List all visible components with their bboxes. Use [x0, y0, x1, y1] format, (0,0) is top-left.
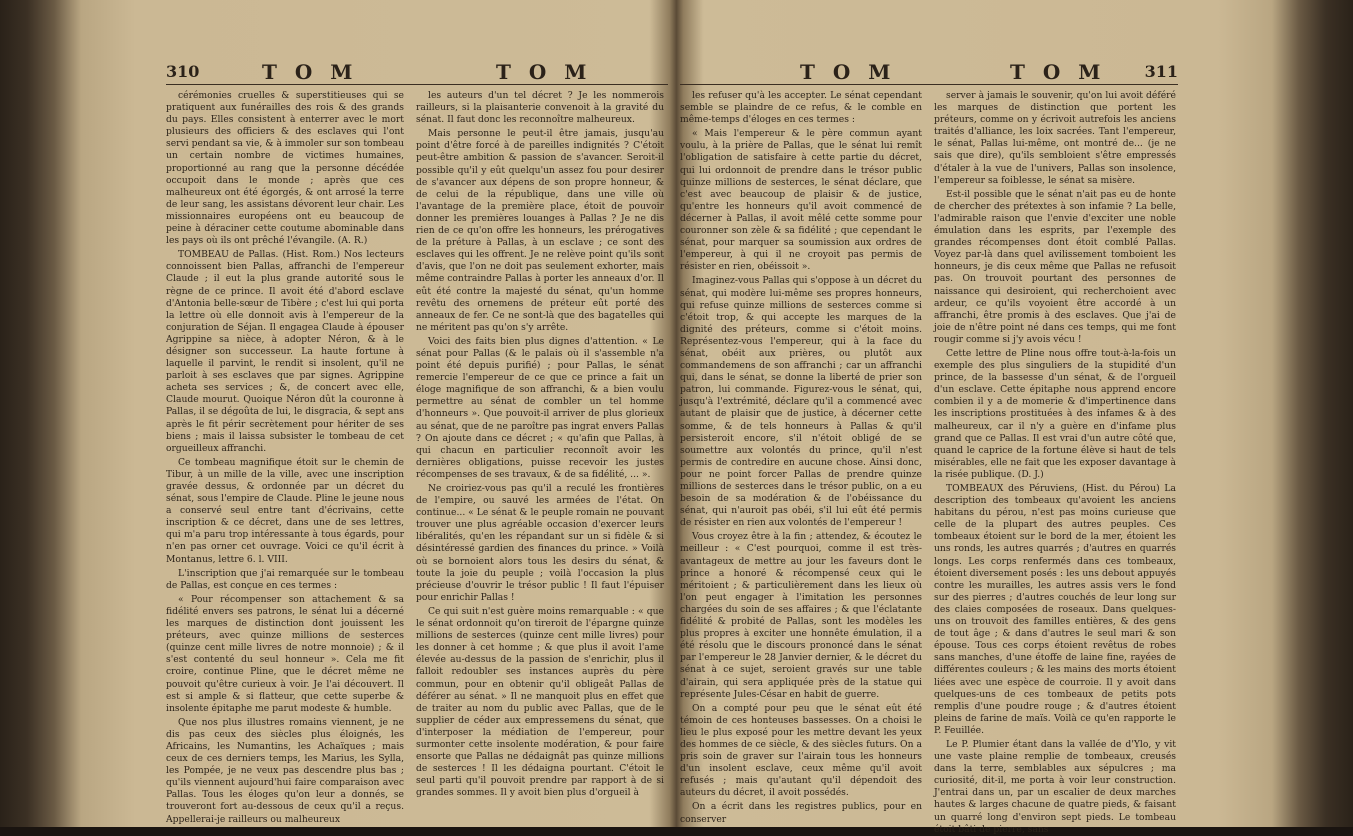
- paragraph: cérémonies cruelles & superstitieuses qui se pratiquent aux funérailles des rois & des grands du pays. Elles consistent à enterrer avec le mort plusieurs des officiers & des esclaves qui l'ont servi pendant sa vie, & à immoler sur son tombeau un certain nombre de victimes humaines, proportionné au rang que la personne décédée occupoit dans le monde ; après que ces malheureux ont été égorgés, & ont arrosé la terre de leur sang, les assistans dévorent leur chair. Les missionnaires européens ont eu beaucoup de peine à déraciner cette coutume abominable dans les pays où ils ont prêché l'évangile. (A. R.): [166, 90, 404, 247]
- running-head-right: [680, 60, 1178, 84]
- paragraph: les auteurs d'un tel décret ? Je les nommerois railleurs, si la plaisanterie convenoit à la gravité du sénat. Il faut donc les reconnoître malheureux.: [416, 90, 664, 126]
- paragraph: « Mais l'empereur & le père commun ayant voulu, à la prière de Pallas, que le sénat lui remît l'obligation de satisfaire à cette partie du décret, qui lui ordonnoit de prendre dans le trésor public quinze millions de sesterces, le sénat déclare, que c'est avec beaucoup de plaisir & de justice, qu'entre les honneurs qu'il avoit commencé de décerner à Pallas, il avoit mêlé cette somme pour couronner son zèle & sa fidélité ; que cependant le sénat, pour marquer sa soumission aux ordres de l'empereur, à qui il ne croyoit pas permis de résister en rien, obéissoit ».: [680, 128, 922, 273]
- running-head-left: [166, 60, 668, 84]
- paragraph: TOMBEAU de Pallas. (Hist. Rom.) Nos lecteurs connoissent bien Pallas, affranchi de l'empereur Claude ; il eut la plus grande autorité sous le règne de ce prince. Il avoit été d'abord esclave d'Antonia belle-sœur de Tibère ; c'est lui qui porta la lettre où elle donnoit avis à l'empereur de la conjuration de Séjan. Il engagea Claude à épouser Agrippine sa nièce, à adopter Néron, & à le désigner son successeur. La haute fortune à laquelle il parvint, le rendit si insolent, qu'il ne parloit à ses esclaves que par signes. Agrippine acheta ses services ; &, de concert avec elle, Claude mourut. Quoique Néron dût la couronne à Pallas, il se dégoûta de lui, le disgracia, & sept ans après le fit périr secrètement pour hériter de ses biens ; mais il laissa subsister le tombeau de cet orgueilleux affranchi.: [166, 249, 404, 454]
- paragraph: « Pour récompenser son attachement & sa fidélité envers ses patrons, le sénat lui a décerné les marques de distinction dont jouissent les préteurs, avec quinze millions de sesterces (quinze cent mille livres de notre monnoie) ; & il s'est contenté du seul honneur ». Cela me fit croire, continue Pline, que le décret même ne pouvoit qu'être curieux à voir. Je l'ai découvert. Il est si ample & si flatteur, que cette superbe & insolente épitaphe me parut modeste & humble.: [166, 593, 404, 714]
- paragraph: server à jamais le souvenir, qu'on lui avoit déféré les marques de distinction que portent les préteurs, comme on y écrivoit autrefois les anciens traités d'alliance, les loix sacrées. Tant l'empereur, le sénat, Pallas lui-même, ont montré de... (je ne sais que dire), qu'ils sembloient s'être empressés d'étaler à la vue de l'univers, Pallas son insolence, l'empereur sa foiblesse, le sénat sa misère.: [934, 90, 1176, 186]
- right-page: [680, 60, 1178, 835]
- running-head-text: TOM: [262, 60, 371, 84]
- paragraph: Vous croyez être à la fin ; attendez, & écoutez le meilleur : « C'est pourquoi, comme il est très-avantageux de mettre au jour les faveurs dont le prince a honoré & récompensé ceux qui le méritoient ; & particulièrement dans les lieux où l'on peut engager à l'imitation les personnes chargées du soin de ses affaires ; & que l'éclatante fidélité & probité de Pallas, sont les modèles les plus propres à exciter une honnête émulation, il a été résolu que le discours prononcé dans le sénat par l'empereur le 28 Janvier dernier, & le décret du sénat à ce sujet, seroient gravés sur une table d'airain, qui sera appliquée près de la statue qui représente Jules-César en habit de guerre.: [680, 531, 922, 700]
- running-head-text: TOM: [1010, 60, 1119, 84]
- paragraph: Le P. Plumier étant dans la vallée de d'Ylo, y vit une vaste plaine remplie de tombeaux, creusés dans la terre, semblables aux sépulcres ; ma curiosité, dit-il, me porta à voir leur construction. J'entrai dans un, par un escalier de deux marches hautes & larges chacune de quatre pieds, & faisant un quarré long d'environ sept pieds. Le tombeau étoit bâti de pierre, sans: [934, 738, 1176, 835]
- paragraph: les refuser qu'à les accepter. Le sénat cependant semble se plaindre de ce refus, & le comble en même-temps d'éloges en ces termes :: [680, 90, 922, 126]
- paragraph: On a écrit dans les registres publics, pour en conserver: [680, 801, 922, 825]
- paragraph: TOMBEAUX des Péruviens, (Hist. du Pérou) La description des tombeaux qu'avoient les anciens habitans du pérou, n'est pas moins curieuse que celle de la plupart des autres peuples. Ces tombeaux étoient sur le bord de la mer, étoient les uns ronds, les autres quarrés ; d'autres en quarrés longs. Les corps renfermés dans ces tombeaux, étoient diversement posés : les uns debout appuyés contre les murailles, les autres assis vers le fond sur des pierres ; d'autres couchés de leur long sur des claies composées de roseaux. Dans quelques-uns on trouvoit des familles entières, & des gens de tout âge ; & dans d'autres le seul mari & son épouse. Tous ces corps étoient revêtus de robes sans manches, d'une étoffe de laine fine, rayées de différentes couleurs ; & les mains des morts étoient liées avec une espèce de courroie. Il y avoit dans quelques-uns de ces tombeaux de petits pots remplis d'une poudre rouge ; & d'autres étoient pleins de farine de maïs. Voilà ce qu'en rapporte le P. Feuillée.: [934, 483, 1176, 736]
- paragraph: Mais personne le peut-il être jamais, jusqu'au point d'être forcé à de pareilles indignités ? C'étoit peut-être ambition & passion de s'avancer. Seroit-il possible qu'il y eût quelqu'un assez fou pour desirer de s'avancer aux dépens de son propre honneur, & de celui de la république, dans une ville où l'avantage de la première place, étoit de pouvoir donner les premières louanges à Pallas ? Je ne dis rien de ce qu'on offre les honneurs, les prérogatives de la préture à Pallas, à un esclave ; ce sont des esclaves qui les offrent. Je ne relève point qu'ils sont d'avis, que l'on ne doit pas seulement exhorter, mais même contraindre Pallas à porter les anneaux d'or. Il eût été contre la majesté du sénat, qu'un homme revêtu des ornemens de préteur eût porté des anneaux de fer. Ce ne sont-là que des bagatelles qui ne méritent pas qu'on s'y arrête.: [416, 128, 664, 333]
- header-rule: [680, 84, 1178, 85]
- paragraph: Ne croiriez-vous pas qu'il a reculé les frontières de l'empire, ou sauvé les armées de l'état. On continue... « Le sénat & le peuple romain ne pouvant trouver une plus agréable occasion d'exercer leurs libéralités, qu'en les répandant sur un si fidèle & si désintéressé gardien des finances du prince. » Voilà où se bornoient alors tous les desirs du sénat, & toute la joie du peuple ; voilà l'occasion la plus précieuse d'ouvrir le trésor public ! Il faut l'épuiser pour enrichir Pallas !: [416, 483, 664, 603]
- text-column-2: [934, 90, 1176, 835]
- paragraph: Imaginez-vous Pallas qui s'oppose à un décret du sénat, qui modère lui-même ses propres honneurs, qui refuse quinze millions de sesterces comme si c'étoit trop, & qui accepte les marques de la dignité des préteurs, comme si c'étoit moins. Représentez-vous l'empereur, qui à la face du sénat, obéit aux prières, ou plutôt aux commandemens de son affranchi ; car un affranchi qui, dans le sénat, se donne la liberté de prier son patron, lui commande. Figurez-vous le sénat, qui, jusqu'à l'extrémité, déclare qu'il a commencé avec autant de plaisir que de justice, à décerner cette somme, & de tels honneurs à Pallas & qu'il persisteroit encore, s'il n'étoit obligé de se soumettre aux volontés du prince, qu'il n'est permis de contredire en aucune chose. Ainsi donc, pour ne point forcer Pallas de prendre quinze millions de sesterces dans le trésor public, on a eu besoin de sa modération & de l'obéissance du sénat, qui n'auroit pas obéi, s'il lui eût été permis de résister en rien aux volontés de l'empereur !: [680, 275, 922, 529]
- running-head-text: TOM: [496, 60, 605, 84]
- text-column-1: [166, 90, 404, 825]
- text-column-1: [680, 90, 922, 825]
- running-head-text: TOM: [800, 60, 909, 84]
- paragraph: Voici des faits bien plus dignes d'attention. « Le sénat pour Pallas (& le palais où il s'assemble n'a point été depuis purifié) ; pour Pallas, le sénat remercie l'empereur de ce que ce prince a fait un éloge magnifique de son affranchi, & a bien voulu permettre au sénat de combler un tel homme d'honneurs ». Que pouvoit-il arriver de plus glorieux au sénat, que de ne paroître pas ingrat envers Pallas ? On ajoute dans ce décret ; « qu'afin que Pallas, à qui chacun en particulier reconnoît avoir les dernières obligations, puisse recevoir les justes récompenses de ses travaux, & de sa fidélité, ... ».: [416, 335, 664, 480]
- paragraph: Que nos plus illustres romains viennent, je ne dis pas ceux des siècles plus éloignés, les Africains, les Numantins, les Achaïques ; mais ceux de ces derniers temps, les Marius, les Sylla, les Pompée, je ne veux pas descendre plus bas ; qu'ils viennent aujourd'hui faire comparaison avec Pallas. Tous les éloges qu'on leur a donnés, se trouveront fort au-dessous de ceux qu'il a reçus. Appellerai-je railleurs ou malheureux: [166, 716, 404, 825]
- page-number: 310: [166, 62, 200, 81]
- paragraph: Ce qui suit n'est guère moins remarquable : « que le sénat ordonnoit qu'on tireroit de l'épargne quinze millions de sesterces (quinze cent mille livres) pour les donner à cet homme ; & que plus il avoit l'ame élevée au-dessus de la passion de s'enrichir, plus il falloit redoubler ses instances auprès du père commun, pour en obtenir qu'il obligeât Pallas de déférer au sénat. » Il ne manquoit plus en effet que de traiter au nom du public avec Pallas, que de le supplier de céder aux empressemens du sénat, que d'interposer la médiation de l'empereur, pour surmonter cette insolente modération, & pour faire ensorte que Pallas ne dédaignât pas quinze millions de sesterces ! Il les dédaigna pourtant. C'étoit le seul parti qu'il pouvoit prendre par rapport à de si grandes sommes. Il y avoit bien plus d'orgueil à: [416, 605, 664, 799]
- paragraph: L'inscription que j'ai remarquée sur le tombeau de Pallas, est conçue en ces termes :: [166, 567, 404, 591]
- paragraph: Cette lettre de Pline nous offre tout-à-la-fois un exemple des plus singuliers de la stupidité d'un prince, de la bassesse d'un sénat, & de l'orgueil d'un esclave. Cette épitaphe nous apprend encore combien il y a de momerie & d'impertinence dans les inscriptions prostituées à des infames & à des malheureux, car il n'y a guère en d'infame plus grand que ce Pallas. Il est vrai d'un autre côté que, quand le caprice de la fortune élève si haut de tels misérables, elle ne fait que les exposer davantage à la risée publique. (D. J.): [934, 347, 1176, 480]
- paragraph: Ce tombeau magnifique étoit sur le chemin de Tibur, à un mille de la ville, avec une inscription gravée dessus, & ordonnée par un décret du sénat, sous l'empire de Claude. Pline le jeune nous a conservé seul entre tant d'écrivains, cette inscription & ce décret, dans une de ses lettres, qui m'a paru trop intéressante à tous égards, pour n'en pas orner cet ouvrage. Voici ce qu'il écrit à Montanus, lettre 6. l. VIII.: [166, 456, 404, 565]
- page-number: 311: [1144, 62, 1178, 81]
- left-page: [166, 60, 668, 825]
- text-column-2: [416, 90, 664, 810]
- paragraph: On a compté pour peu que le sénat eût été témoin de ces honteuses bassesses. On a choisi le lieu le plus exposé pour les mettre devant les yeux des hommes de ce siècle, & des siècles futurs. On a pris soin de graver sur l'airain tous les honneurs d'un insolent esclave, ceux même qu'il avoit refusés ; mais qu'autant qu'il dépendoit des auteurs du décret, il avoit possédés.: [680, 702, 922, 799]
- header-rule: [166, 84, 668, 85]
- paragraph: Est-il possible que le sénat n'ait pas eu de honte de chercher des prétextes à son infamie ? La belle, l'admirable raison que l'envie d'exciter une noble émulation dans les esprits, par l'exemple des grandes récompenses dont étoit comblé Pallas. Voyez par-là dans quel avilissement tomboient les honneurs, je dis ceux même que Pallas ne refusoit pas. On trouvoit pourtant des personnes de naissance qui desiroient, qui recherchoient avec ardeur, ce qu'ils voyoient être accordé à un affranchi, être promis à des esclaves. Que j'ai de joie de n'être point né dans ces temps, qui me font rougir comme si j'y avois vécu !: [934, 188, 1176, 345]
